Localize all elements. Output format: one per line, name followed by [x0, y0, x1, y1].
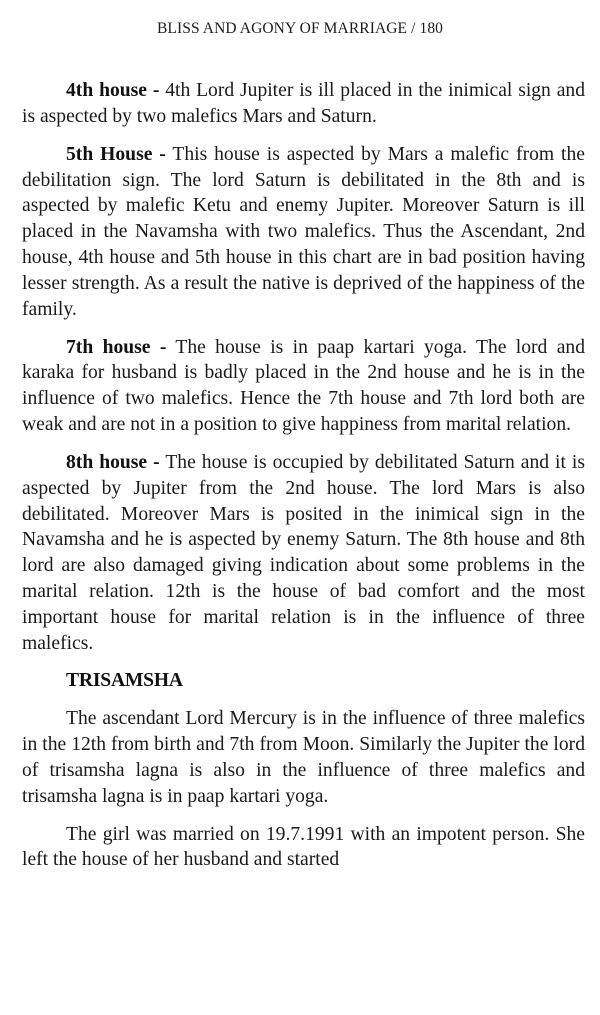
paragraph-lead-8th-house: 8th house -: [66, 451, 160, 473]
paragraph-text-5th-house: This house is aspected by Mars a malefic from the debilitation sign. The lord Saturn is debilitated in the 8th and is aspected by malefic Ketu and enemy Jupiter. Moreover Saturn is ill placed in the Navamsha with two malefics. Thus the Ascendant, 2nd house, 4th house and 5th house in this chart are in bad position having lesser strength. As a result the native is deprived of the happiness of the family.: [22, 143, 585, 320]
paragraph-7th-house: [22, 335, 585, 438]
paragraph-text-4th-house: 4th Lord Jupiter is ill placed in the inimical sign and is aspected by two malefics Mars and Saturn.: [22, 80, 585, 127]
paragraph-8th-house: [22, 450, 585, 656]
paragraph-lead-4th-house: 4th house -: [66, 80, 160, 101]
paragraph-4th-house: [22, 78, 585, 130]
paragraph-text-8th-house: The house is occupied by debilitated Saturn and it is aspected by Jupiter from the 2nd house. The lord Mars is also debilitated. Moreover Mars is posited in the inimical sign in the Navamsha and he is aspected by enemy Saturn. The 8th house and 8th lord are also damaged giving indication about some problems in the marital relation. 12th is the house of bad comfort and the most important house for marital relation is in the influence of three malefics.: [22, 451, 585, 654]
paragraph-text-7th-house: The house is in paap kartari yoga. The lord and karaka for husband is badly placed in the 2nd house and he is in the influence of two malefics. Hence the 7th house and 7th lord both are weak and are not in a position to give happiness from marital relation.: [22, 336, 585, 435]
paragraph-trisamsha-ascendant: [22, 706, 585, 809]
paragraph-lead-7th-house: 7th house -: [66, 336, 167, 358]
paragraph-lead-5th-house: 5th House -: [66, 143, 166, 165]
paragraph-text-trisamsha-ascendant: The ascendant Lord Mercury is in the influence of three malefics in the 12th from birth and 7th from Moon. Similarly the Jupiter the lord of trisamsha lagna is also in the influence of three malefics and trisamsha lagna is in paap kartari yoga.: [22, 708, 585, 807]
paragraph-text-marriage-date: The girl was married on 19.7.1991 with an impotent person. She left the house of her husband and started: [22, 823, 585, 871]
paragraph-5th-house: [22, 142, 585, 323]
page-body: [22, 78, 585, 885]
running-header: BLISS AND AGONY OF MARRIAGE / 180: [156, 20, 444, 37]
section-heading-trisamsha: TRISAMSHA: [66, 670, 183, 692]
paragraph-marriage-date: [22, 822, 585, 874]
